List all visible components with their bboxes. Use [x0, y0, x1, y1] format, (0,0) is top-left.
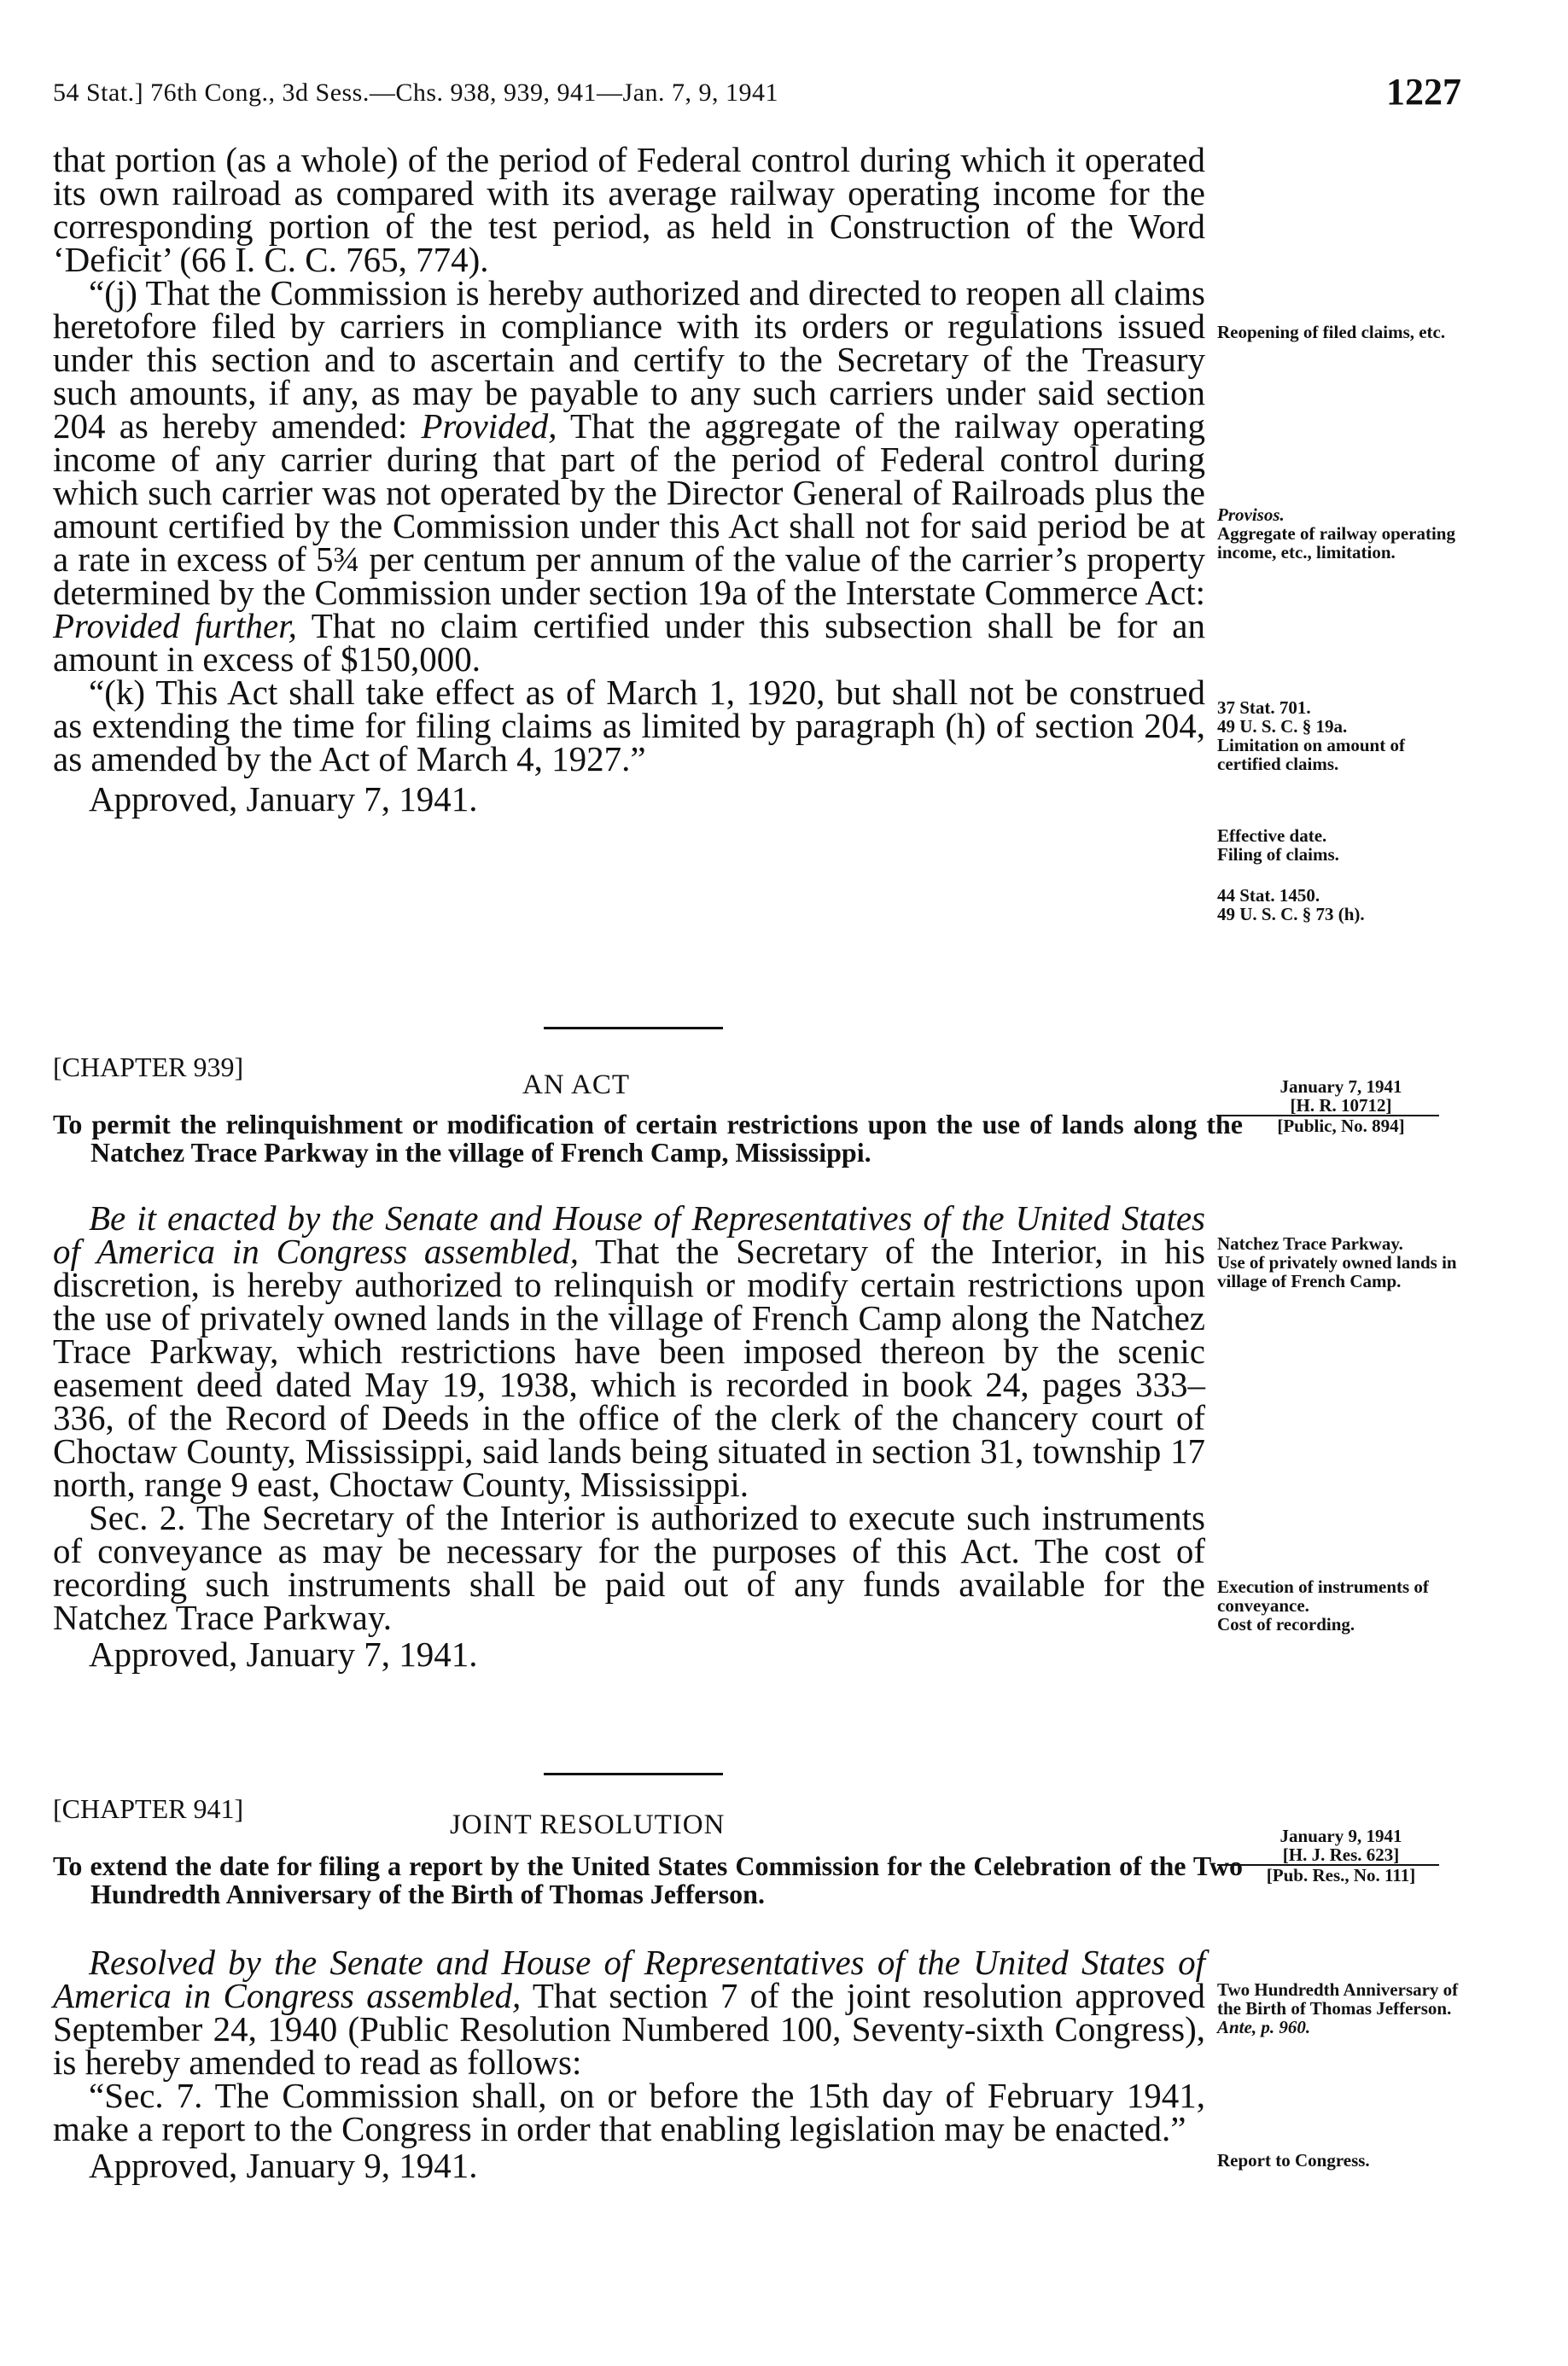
margin-aggregate-label: Aggregate of railway operating income, etc., limitation. [1217, 523, 1455, 562]
margin-usc-19a: 49 U. S. C. § 19a. [1217, 716, 1348, 737]
approval-line: Approved, January 7, 1941. [89, 1635, 478, 1674]
margin-two-hundredth: Two Hundredth Anniversary of the Birth of Thomas Jefferson. [1217, 1979, 1459, 2019]
margin-note-execution [1217, 1577, 1465, 1634]
paragraph-j-part-c: That no claim certified under this subsection shall be for an amount in excess of $150,000. [53, 606, 1205, 679]
paragraph-j-part-a: “(j) That the Commission is hereby authorized and directed to reopen all claims heretofore filed by carriers in compliance with its orders or regulations issued under this section and to ascertain and certify to the Secretary of the Treasury such amounts, if any, as may be payable to any such carriers under said section 204 as hereby amended: [53, 273, 1205, 446]
proviso-provided-further: Provided further, [53, 606, 297, 645]
section-7-text: “Sec. 7. The Commission shall, on or before the 15th day of February 1941, make a report to the Congress in order that enabling legislation may be enacted.” [53, 2076, 1205, 2148]
chapter-939-label: [CHAPTER 939] [53, 1052, 244, 1082]
paragraph-k: “(k) This Act shall take effect as of March 1, 1920, but shall not be construed as extending the time for filing claims as limited by paragraph (h) of section 204, as amended by the Act of March 4, 1927.” [53, 673, 1205, 778]
enacting-text: That the Secretary of the Interior, in his discretion, is hereby authorized to relinquish or modify certain restrictions upon the use of privately owned lands in the village of French Camp along the Natchez Trace Parkway, which restrictions have been imposed thereon by the scenic easement deed dated May 19, 1938, which is recorded in book 24, pages 333–336, of the Record of Deeds in the office of the clerk of the chancery court of Choctaw County, Mississippi, said lands being situated in section 31, township 17 north, range 9 east, Choctaw County, Mississippi. [53, 1232, 1205, 1504]
running-head-citation: 54 Stat.] 76th Cong., 3d Sess.—Chs. 938, 939, 941—Jan. 7, 9, 1941 [53, 79, 779, 107]
page-number: 1227 [1386, 71, 1461, 113]
margin-ch939-date: January 7, 1941 [1279, 1076, 1402, 1097]
proviso-provided: Provided, [421, 406, 557, 446]
margin-note-ch939-date [1217, 1077, 1465, 1135]
margin-ch939-public: [Public, No. 894] [1277, 1116, 1405, 1136]
margin-note-provisos [1217, 505, 1465, 562]
chapter-939-body [53, 1198, 1205, 1674]
chapter-939-title: AN ACT [522, 1069, 631, 1100]
section-2: Sec. 2. The Secretary of the Interior is authorized to execute such instruments of conveyance as may be necessary for the purposes of this Act. The cost of recording such instruments shall be paid out of any funds available for the Natchez Trace Parkway. [53, 1498, 1205, 1637]
margin-limitation: Limitation on amount of certified claims. [1217, 735, 1405, 774]
approval-line: Approved, January 7, 1941. [89, 779, 478, 819]
margin-note-citations-2 [1217, 886, 1465, 924]
chapter-941-title: JOINT RESOLUTION [450, 1809, 726, 1840]
margin-ch941-date: January 9, 1941 [1279, 1826, 1402, 1846]
chapter-939-description: To permit the relinquishment or modification of certain restrictions upon the use of lands along the Natchez Trace Parkway in the village of French Camp, Mississippi. [53, 1109, 1243, 1168]
section-divider [544, 1773, 723, 1775]
margin-ch939-bill: [H. R. 10712] [1290, 1095, 1392, 1116]
enacting-paragraph [53, 1198, 1205, 1504]
resolving-clause: Resolved by the Senate and House of Representatives of the United States of America in Congress assembled, [53, 1943, 1205, 2015]
enacting-clause: Be it enacted by the Senate and House of Representatives of the United States of America in Congress assembled, [53, 1198, 1205, 1271]
margin-usc-73h: 49 U. S. C. § 73 (h). [1217, 904, 1365, 924]
margin-stat-701: 37 Stat. 701. [1217, 697, 1311, 718]
margin-note-report: Report to Congress. [1217, 2150, 1370, 2171]
section-divider [544, 1027, 723, 1029]
margin-note-effective [1217, 826, 1465, 864]
margin-stat-1450: 44 Stat. 1450. [1217, 885, 1320, 906]
chapter-941-body [53, 1943, 1205, 2185]
resolving-text: That section 7 of the joint resolution approved September 24, 1940 (Public Resolution Numbered 100, Seventy-sixth Congress), is hereby amended to read as follows: [53, 1976, 1205, 2082]
paragraph-j [53, 273, 1205, 679]
margin-ch941-bill: [H. J. Res. 623] [1282, 1844, 1400, 1865]
margin-note-reopening: Reopening of filed claims, etc. [1217, 322, 1446, 342]
approval-line: Approved, January 9, 1941. [89, 2146, 478, 2185]
chapter-938-body [53, 140, 1205, 819]
margin-note-natchez [1217, 1234, 1465, 1291]
chapter-941-description: To extend the date for filing a report by the United States Commission for the Celebration of the Two Hundredth Anniversary of the Birth of Thomas Jefferson. [53, 1850, 1243, 1909]
paragraph-j-part-b: That the aggregate of the railway operating income of any carrier during that part of the period of Federal control during which such carrier was not operated by the Director General of Railroads plus the amount certified by the Commission under this Act shall not for said period be at a rate in excess of 5¾ per centum per annum of the value of the carrier’s property determined by the Commission under section 19a of the Interstate Commerce Act: [53, 406, 1205, 612]
margin-note-ch941-date [1217, 1827, 1465, 1885]
margin-effective-date: Effective date. [1217, 825, 1327, 846]
margin-use-private: Use of privately owned lands in village of French Camp. [1217, 1252, 1457, 1291]
margin-filing-claims: Filing of claims. [1217, 844, 1339, 865]
margin-ante: Ante, p. 960. [1217, 2017, 1311, 2037]
resolving-paragraph [53, 1943, 1205, 2082]
margin-provisos-label: Provisos. [1217, 504, 1285, 525]
paragraph-continued: that portion (as a whole) of the period of Federal control during which it operated its own railroad as compared with its average railway operating income for the corresponding portion of the test period, as held in Construction of the Word ‘Deficit’ (66 I. C. C. 765, 774). [53, 140, 1205, 279]
margin-ch941-pub: [Pub. Res., No. 111] [1266, 1865, 1416, 1885]
chapter-941-label: [CHAPTER 941] [53, 1793, 244, 1824]
margin-note-citations [1217, 698, 1465, 773]
margin-note-jefferson [1217, 1980, 1465, 2037]
margin-execution: Execution of instruments of conveyance. [1217, 1576, 1429, 1616]
running-head [53, 70, 1461, 121]
margin-natchez: Natchez Trace Parkway. [1217, 1233, 1403, 1254]
margin-cost: Cost of recording. [1217, 1614, 1355, 1635]
